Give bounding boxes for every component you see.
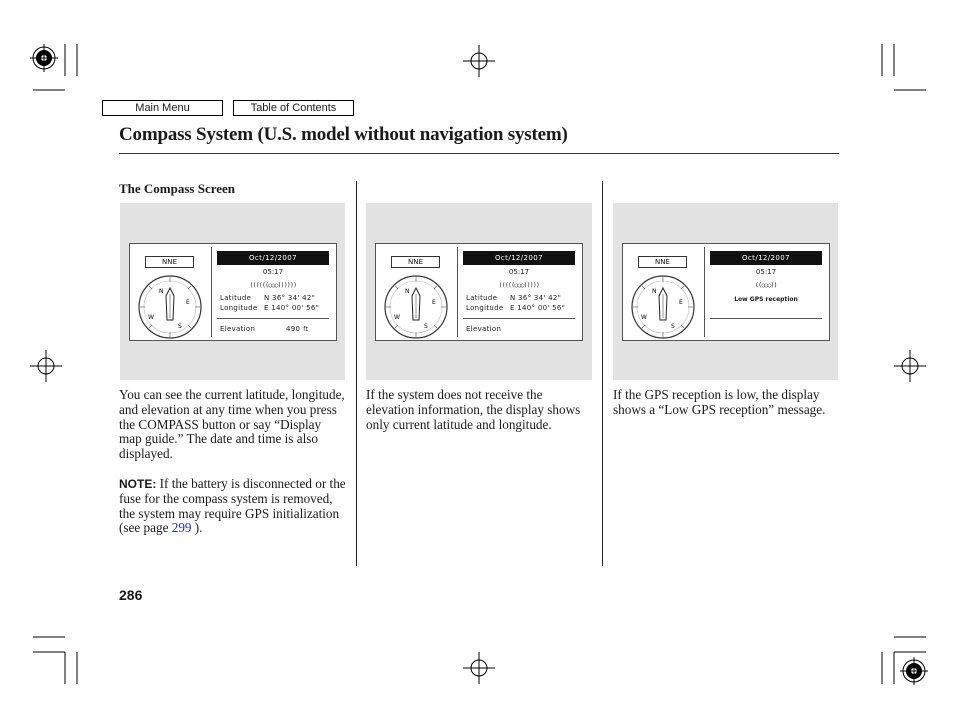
display-screen — [622, 243, 830, 341]
display-screen — [129, 243, 337, 341]
elevation-label: Elevation — [466, 325, 502, 333]
column-divider — [602, 181, 603, 566]
elevation-row — [220, 325, 332, 334]
compass-n-label: N — [652, 288, 657, 295]
heading-indicator: NNE — [391, 256, 440, 268]
gps-signal-indicator: ((◯◯◯)) — [755, 282, 777, 289]
note-text-end: ). — [191, 520, 203, 536]
compass-w-label: W — [148, 314, 154, 321]
elevation-value: 490 — [286, 325, 301, 333]
note-text: If the battery is disconnected or the fuse for the compass system is removed, the system may require GPS initialization (see page — [119, 476, 346, 536]
compass-screen-illustration — [366, 203, 592, 380]
table-of-contents-button[interactable]: Table of Contents — [233, 100, 354, 116]
compass-w-label: W — [394, 314, 400, 321]
compass-dial — [137, 274, 203, 340]
compass-n-label: N — [405, 288, 410, 295]
main-menu-button[interactable]: Main Menu — [102, 100, 223, 116]
compass-w-label: W — [641, 314, 647, 321]
time-readout: 05:17 — [755, 268, 777, 276]
page-number: 286 — [119, 587, 143, 603]
longitude-label: Longitude — [220, 304, 258, 312]
compass-s-label: S — [671, 323, 675, 330]
compass-screen-illustration — [613, 203, 838, 380]
compass-n-label: N — [159, 288, 164, 295]
description-paragraph: You can see the current latitude, longitude, and elevation at any time when you press the COMPASS button or say “Display map guide.” The date and time is also displayed. — [119, 387, 345, 462]
compass-dial — [630, 274, 696, 340]
elevation-unit: ft — [303, 326, 309, 333]
note-paragraph — [119, 477, 347, 536]
date-bar: Oct/12/2007 — [710, 251, 822, 265]
gps-signal-indicator: ((((((◯◯◯)))))) — [249, 282, 297, 289]
screen-divider — [457, 247, 458, 337]
description-paragraph: If the GPS reception is low, the display shows a “Low GPS reception” message. — [613, 387, 826, 417]
screen-separator — [217, 318, 329, 319]
longitude-row — [220, 304, 332, 313]
compass-e-label: E — [679, 299, 683, 306]
compass-s-label: S — [178, 323, 182, 330]
compass-s-label: S — [424, 323, 428, 330]
date-bar: Oct/12/2007 — [217, 251, 329, 265]
latitude-value: N 36° 34' 42" — [264, 294, 316, 302]
latitude-row — [220, 294, 332, 303]
section-heading: The Compass Screen — [119, 181, 236, 196]
description-paragraph: If the system does not receive the elevation information, the display shows only current latitude and longitude. — [366, 387, 581, 432]
display-screen — [375, 243, 583, 341]
gps-signal-indicator: (((((◯◯◯))))) — [498, 282, 540, 289]
latitude-label: Latitude — [466, 294, 498, 302]
latitude-row — [466, 294, 578, 303]
title-rule — [119, 153, 839, 154]
compass-dial — [383, 274, 449, 340]
compass-e-label: E — [432, 299, 436, 306]
screen-separator — [710, 318, 822, 319]
screen-divider — [211, 247, 212, 337]
note-label: NOTE: — [119, 477, 157, 491]
time-readout: 05:17 — [262, 268, 284, 276]
compass-screen-illustration — [120, 203, 345, 380]
longitude-value: E 140° 00' 56" — [510, 304, 566, 312]
heading-indicator: NNE — [638, 256, 687, 268]
elevation-label: Elevation — [220, 325, 256, 333]
longitude-value: E 140° 00' 56" — [264, 304, 320, 312]
longitude-label: Longitude — [466, 304, 504, 312]
time-readout: 05:17 — [508, 268, 530, 276]
page-title: Compass System (U.S. model without navigation system) — [119, 124, 568, 145]
column-divider — [356, 181, 357, 566]
screen-separator — [463, 318, 575, 319]
screen-divider — [704, 247, 705, 337]
longitude-row — [466, 304, 578, 313]
latitude-value: N 36° 34' 42" — [510, 294, 562, 302]
low-gps-message: Low GPS reception — [734, 296, 798, 303]
heading-indicator: NNE — [145, 256, 194, 268]
compass-e-label: E — [186, 299, 190, 306]
date-bar: Oct/12/2007 — [463, 251, 575, 265]
elevation-row — [466, 325, 578, 334]
page-reference-link[interactable]: 299 — [171, 520, 192, 536]
latitude-label: Latitude — [220, 294, 252, 302]
